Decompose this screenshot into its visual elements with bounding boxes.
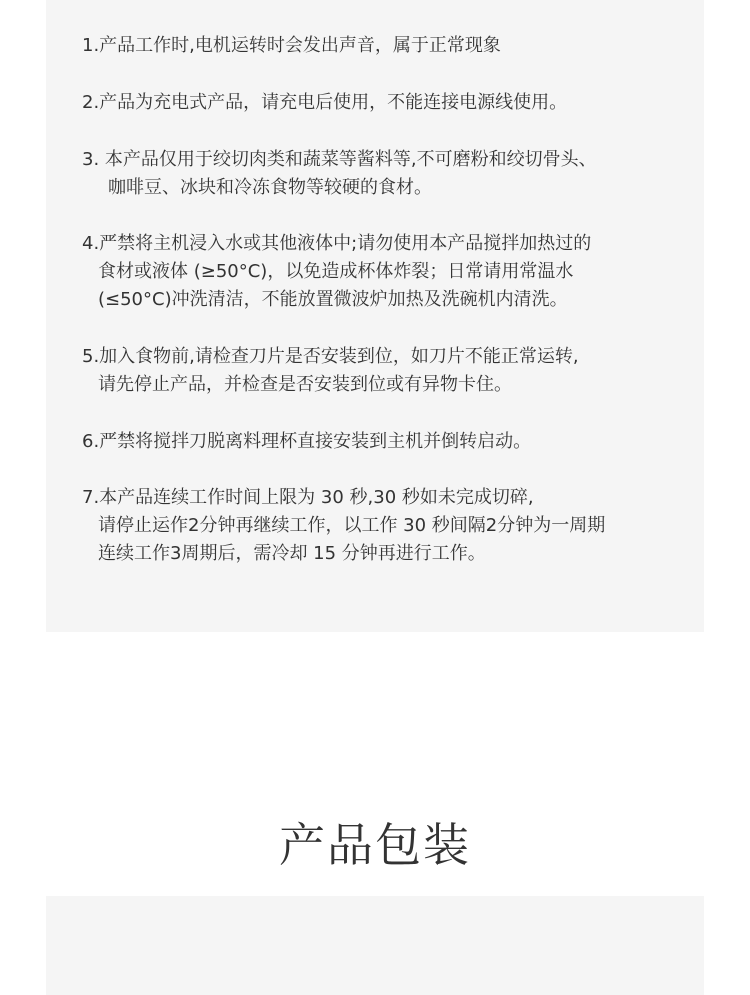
notice-item-7 <box>82 484 692 568</box>
notice-item-2 <box>82 89 692 117</box>
notice-line: 2.产品为充电式产品，请充电后使用，不能连接电源线使用。 <box>82 92 568 113</box>
package-card <box>46 896 704 995</box>
notice-line: 请先停止产品，并检查是否安装到位或有异物卡住。 <box>98 374 512 395</box>
notice-line: 请停止运作2分钟再继续工作，以工作 30 秒间隔2分钟为一周期 <box>98 515 606 536</box>
notice-item-3 <box>82 146 692 202</box>
notice-line: 食材或液体 (≥50°C)，以免造成杯体炸裂；日常请用常温水 <box>98 261 574 282</box>
notice-item-6 <box>82 428 692 456</box>
notice-line: 咖啡豆、冰块和冷冻食物等较硬的食材。 <box>108 177 432 198</box>
notice-line: 1.产品工作时,电机运转时会发出声音，属于正常现象 <box>82 35 501 56</box>
notice-line: 3. 本产品仅用于绞切肉类和蔬菜等酱料等,不可磨粉和绞切骨头、 <box>82 149 597 170</box>
notice-line: 7.本产品连续工作时间上限为 30 秒,30 秒如未完成切碎, <box>82 487 534 508</box>
section-title: 产品包装 <box>279 818 471 873</box>
notice-line: 连续工作3周期后，需冷却 15 分钟再进行工作。 <box>98 543 486 564</box>
notice-line: 6.严禁将搅拌刀脱离料理杯直接安装到主机并倒转启动。 <box>82 431 532 452</box>
notice-item-1 <box>82 32 692 60</box>
notice-item-5 <box>82 343 692 399</box>
notice-item-4 <box>82 230 692 314</box>
notice-line: 5.加入食物前,请检查刀片是否安装到位，如刀片不能正常运转, <box>82 346 579 367</box>
notice-line: 4.严禁将主机浸入水或其他液体中;请勿使用本产品搅拌加热过的 <box>82 233 592 254</box>
notice-line: (≤50°C)冲洗清洁，不能放置微波炉加热及洗碗机内清洗。 <box>98 289 568 310</box>
